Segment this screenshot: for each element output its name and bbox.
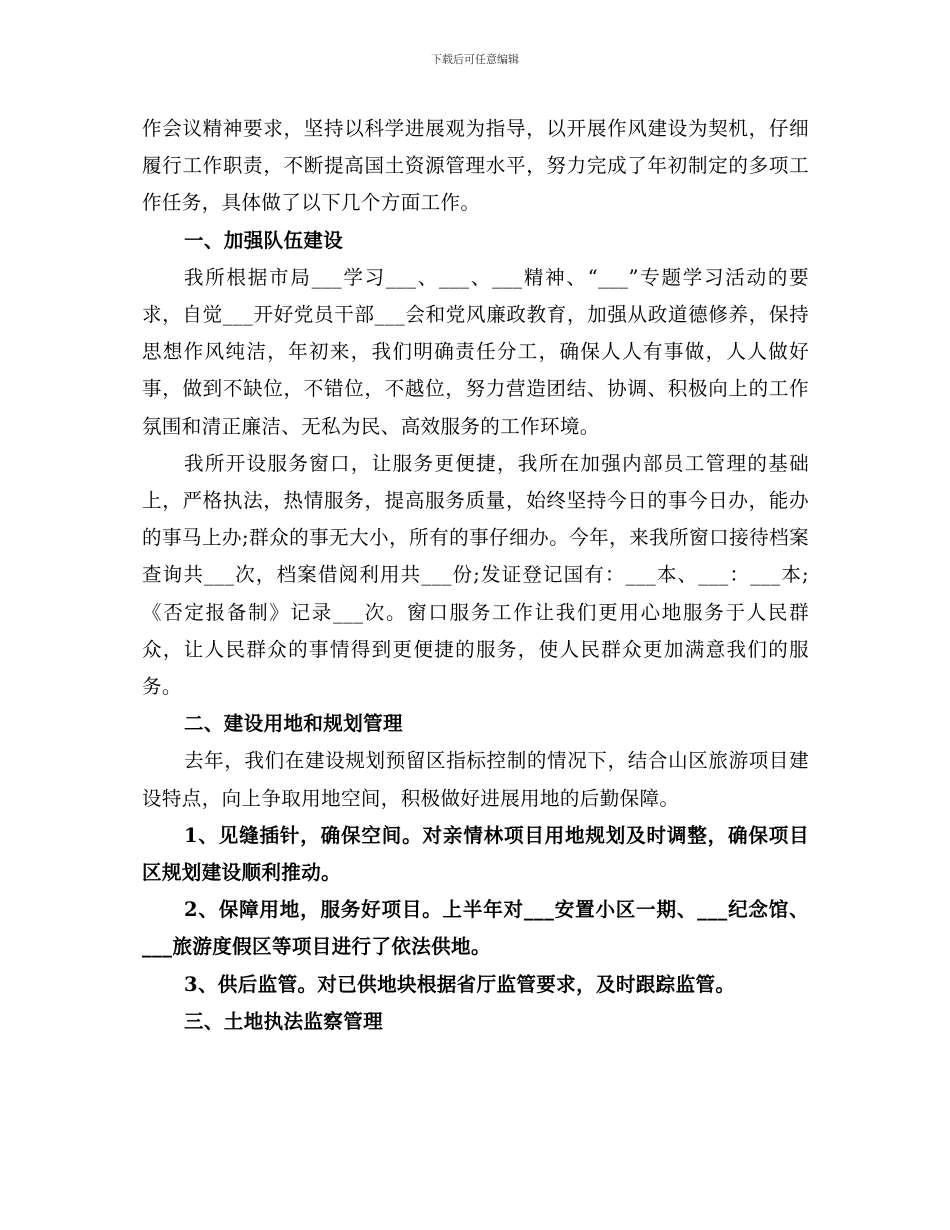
land-planning-paragraph: 去年，我们在建设规划预留区指标控制的情况下，结合山区旅游项目建设特点，向上争取用地空间，积极做好进展用地的后勤保障。 bbox=[142, 749, 809, 810]
service-window-paragraph: 我所开设服务窗口，让服务更便捷，我所在加强内部员工管理的基础上，严格执法，热情服务，提高服务质量，始终坚持今日的事今日办，能办的事马上办;群众的事无大小，所有的事仔细办。今年，来我所窗口接待档案查询共___次，档案借阅利用共___份;发证登记国有：___本、___：___本;《否定报备制》记录___次。窗口服务工作让我们更用心地服务于人民群众，让人民群众的事情得到更便捷的服务，使人民群众更加满意我们的服务。 bbox=[142, 451, 809, 699]
section-heading-land-planning: 二、建设用地和规划管理 bbox=[184, 712, 403, 736]
intro-paragraph: 作会议精神要求，坚持以科学进展观为指导，以开展作风建设为契机，仔细履行工作职责，不断提高国土资源管理水平，努力完成了年初制定的多项工作任务，具体做了以下几个方面工作。 bbox=[142, 117, 809, 215]
document-body bbox=[142, 110, 809, 1040]
land-planning-item-1: 1、见缝插针，确保空间。对亲情林项目用地规划及时调整，确保项目区规划建设顺利推动。 bbox=[142, 823, 809, 885]
land-planning-item-3: 3、供后监管。对已供地块根据省厅监管要求，及时跟踪监管。 bbox=[184, 972, 736, 996]
section-heading-team-building: 一、加强队伍建设 bbox=[184, 228, 344, 252]
page-header: 下载后可任意编辑 bbox=[431, 53, 519, 66]
land-planning-item-2: 2、保障用地，服务好项目。上半年对___安置小区一期、___纪念馆、___旅游度假区等项目进行了依法供地。 bbox=[142, 898, 809, 959]
section-heading-land-enforcement: 三、土地执法监察管理 bbox=[184, 1009, 384, 1033]
team-building-paragraph: 我所根据市局___学习___、___、___精神、“___”专题学习活动的要求，自觉___开好党员干部___会和党风廉政教育，加强从政道德修养，保持思想作风纯洁，年初来，我们明确责任分工，确保人人有事做，人人做好事，做到不缺位，不错位，不越位，努力营造团结、协调、积极向上的工作氛围和清正廉洁、无私为民、高效服务的工作环境。 bbox=[142, 265, 809, 438]
